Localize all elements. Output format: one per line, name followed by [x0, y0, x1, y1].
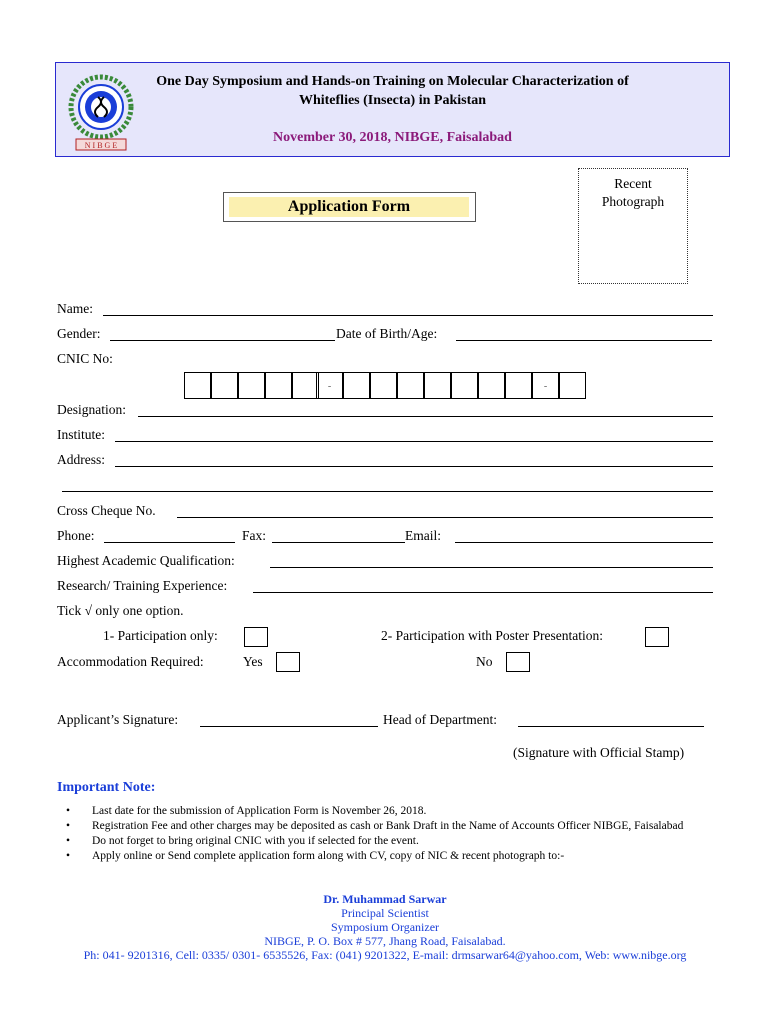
head-of-department-field[interactable] — [518, 726, 704, 727]
contact-name: Dr. Muhammad Sarwar — [323, 892, 447, 906]
accommodation-no-checkbox[interactable] — [506, 652, 530, 672]
phone-field[interactable] — [104, 542, 235, 543]
cnic-digit-box[interactable] — [424, 372, 451, 399]
accommodation-yes-checkbox[interactable] — [276, 652, 300, 672]
tick-instruction: Tick √ only one option. — [57, 603, 184, 618]
institute-label: Institute: — [57, 427, 105, 442]
logo-text: N I B G E — [84, 141, 118, 150]
email-label: Email: — [405, 528, 441, 543]
cnic-digit-box[interactable] — [397, 372, 424, 399]
name-field[interactable] — [103, 315, 713, 316]
qualification-field[interactable] — [270, 567, 713, 568]
accommodation-yes-label: Yes — [243, 654, 263, 669]
photo-label-line2: Photograph — [601, 194, 665, 209]
signature-stamp-note: (Signature with Official Stamp) — [513, 745, 685, 760]
list-item: • Registration Fee and other charges may be deposited as cash or Bank Draft in the Name of Accounts Officer NIBGE, Faisalabad — [64, 819, 724, 834]
cnic-digit-box[interactable] — [343, 372, 370, 399]
address-field-line2[interactable] — [62, 491, 713, 492]
cnic-digit-box[interactable] — [451, 372, 478, 399]
event-date: November 30, 2018, NIBGE, Faisalabad — [273, 130, 512, 145]
dob-label: Date of Birth/Age: — [336, 326, 438, 341]
event-title-line2: Whiteflies (Insecta) in Pakistan — [298, 93, 487, 108]
cnic-label: CNIC No: — [57, 351, 113, 366]
cnic-digit-box[interactable] — [505, 372, 532, 399]
event-title-line1: One Day Symposium and Hands-on Training on Molecular Characterization of — [156, 74, 629, 89]
contact-position: Principal Scientist — [341, 906, 429, 920]
form-title: Application Form — [229, 197, 469, 217]
dob-field[interactable] — [456, 340, 712, 341]
address-label: Address: — [57, 452, 105, 467]
email-field[interactable] — [455, 542, 713, 543]
cnic-digit-box[interactable] — [370, 372, 397, 399]
head-of-department-label: Head of Department: — [383, 712, 497, 727]
accommodation-label: Accommodation Required: — [57, 654, 204, 669]
cross-cheque-label: Cross Cheque No. — [57, 503, 156, 518]
photo-label-line1: Recent — [614, 176, 652, 191]
cnic-digit-box[interactable] — [292, 372, 319, 399]
photo-box[interactable] — [578, 168, 688, 284]
poster-presentation-checkbox[interactable] — [645, 627, 669, 647]
fax-field[interactable] — [272, 542, 405, 543]
applicant-signature-label: Applicant’s Signature: — [57, 712, 179, 727]
experience-field[interactable] — [253, 592, 713, 593]
list-item: • Last date for the submission of Application Form is November 26, 2018. — [64, 804, 724, 819]
option1-label: 1- Participation only: — [103, 628, 218, 643]
cnic-dash: - — [532, 372, 559, 399]
experience-label: Research/ Training Experience: — [57, 578, 228, 593]
important-note-title: Important Note: — [57, 780, 156, 795]
cnic-dash: - — [316, 372, 343, 399]
contact-address: NIBGE, P. O. Box # 577, Jhang Road, Faisalabad. — [264, 934, 506, 948]
cnic-digit-box[interactable] — [211, 372, 238, 399]
header-banner — [55, 62, 730, 157]
contact-role: Symposium Organizer — [330, 920, 440, 934]
phone-label: Phone: — [57, 528, 95, 543]
participation-only-checkbox[interactable] — [244, 627, 268, 647]
contact-details: Ph: 041- 9201316, Cell: 0335/ 0301- 6535526, Fax: (041) 9201322, E-mail: drmsarwar64@yahoo.com, Web: www.nibge.org — [83, 948, 687, 962]
cnic-digit-box[interactable] — [478, 372, 505, 399]
qualification-label: Highest Academic Qualification: — [57, 553, 235, 568]
cnic-digit-box[interactable] — [184, 372, 211, 399]
option2-label: 2- Participation with Poster Presentation: — [381, 628, 603, 643]
name-label: Name: — [57, 301, 93, 316]
list-item: • Apply online or Send complete application form along with CV, copy of NIC & recent photograph to:- — [64, 849, 724, 864]
accommodation-no-label: No — [476, 654, 493, 669]
list-item: • Do not forget to bring original CNIC with you if selected for the event. — [64, 834, 724, 849]
cnic-digit-box[interactable] — [265, 372, 292, 399]
cnic-digit-box[interactable] — [238, 372, 265, 399]
gender-field[interactable] — [110, 340, 335, 341]
gender-label: Gender: — [57, 326, 101, 341]
fax-label: Fax: — [242, 528, 267, 543]
address-field[interactable] — [115, 466, 713, 467]
cnic-digit-box[interactable] — [559, 372, 586, 399]
institute-field[interactable] — [115, 441, 713, 442]
applicant-signature-field[interactable] — [200, 726, 378, 727]
designation-field[interactable] — [138, 416, 713, 417]
important-note-list — [64, 804, 724, 864]
cross-cheque-field[interactable] — [177, 517, 713, 518]
designation-label: Designation: — [57, 402, 126, 417]
